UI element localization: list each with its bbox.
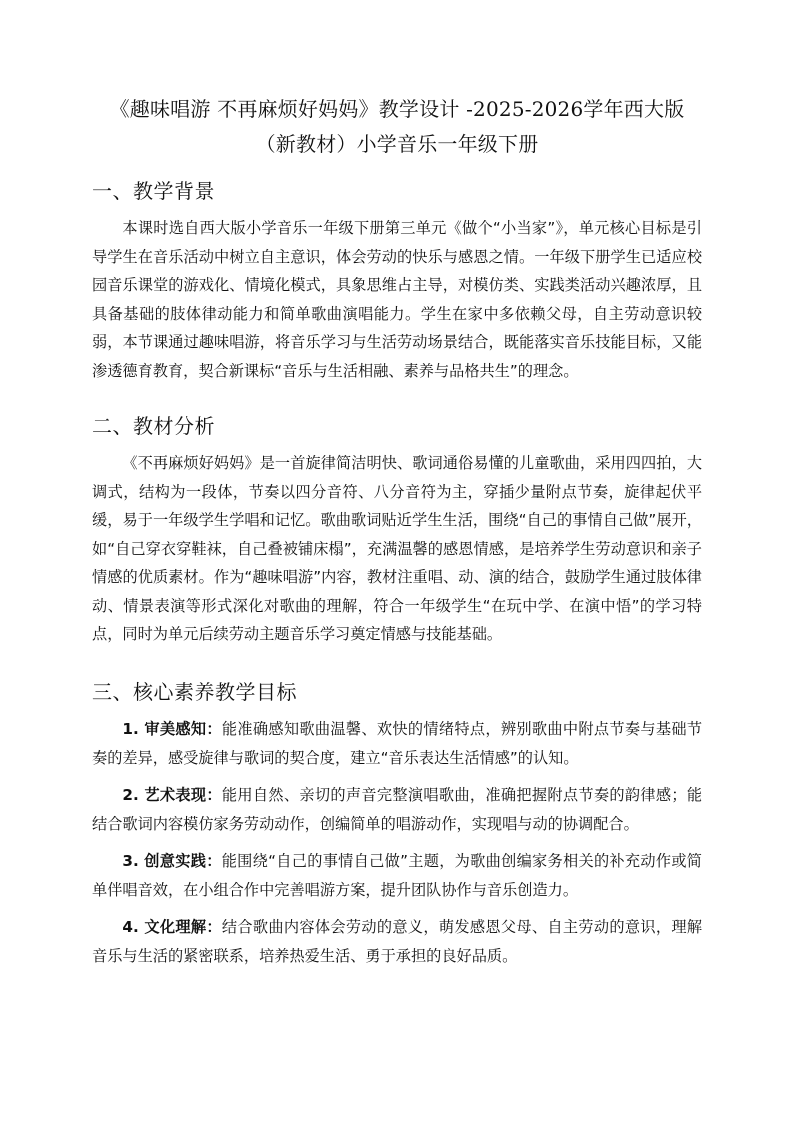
objective-label: 3. 创意实践： xyxy=(122,851,222,870)
objective-text: 能准确感知歌曲温馨、欢快的情绪特点，辨别歌曲中附点节奏与基础节奏的差异，感受旋律与歌词的契合度，建立“音乐表达生活情感”的认知。 xyxy=(92,719,703,767)
objective-item xyxy=(92,847,702,905)
section-heading-background: 一、教学背景 xyxy=(92,179,215,203)
section-heading-material-analysis: 二、教材分析 xyxy=(92,414,215,438)
objective-item xyxy=(92,913,702,971)
objective-label: 4. 文化理解： xyxy=(122,917,222,936)
document-title: 《趣味唱游 不再麻烦好妈妈》教学设计 -2025-2026学年西大版（新教材）小学音乐一年级下册 xyxy=(109,97,685,156)
objective-item xyxy=(92,781,702,839)
objective-label: 2. 艺术表现： xyxy=(122,785,222,804)
section-heading-objectives: 三、核心素养教学目标 xyxy=(92,679,297,704)
background-paragraph: 本课时选自西大版小学音乐一年级下册第三单元《做个“小当家”》，单元核心目标是引导学生在音乐活动中树立自主意识，体会劳动的快乐与感恩之情。一年级下册学生已适应校园音乐课堂的游戏化、情境化模式，具象思维占主导，对模仿类、实践类活动兴趣浓厚，且具备基础的肢体律动能力和简单歌曲演唱能力。学生在家中多依赖父母，自主劳动意识较弱，本节课通过趣味唱游，将音乐学习与生活劳动场景结合，既能落实音乐技能目标，又能渗透德育教育，契合新课标“音乐与生活相融、素养与品格共生”的理念。 xyxy=(92,219,702,380)
material-analysis-paragraph: 《不再麻烦好妈妈》是一首旋律简洁明快、歌词通俗易懂的儿童歌曲，采用四四拍，大调式，结构为一段体，节奏以四分音符、八分音符为主，穿插少量附点节奏，旋律起伏平缓，易于一年级学生学唱和记忆。歌曲歌词贴近学生生活，围绕“自己的事情自己做”展开，如“自己穿衣穿鞋袜，自己叠被铺床榻”，充满温馨的感恩情感，是培养学生劳动意识和亲子情感的优质素材。作为“趣味唱游”内容，教材注重唱、动、演的结合，鼓励学生通过肢体律动、情景表演等形式深化对歌曲的理解，符合一年级学生“在玩中学、在演中悟”的学习特点，同时为单元后续劳动主题音乐学习奠定情感与技能基础。 xyxy=(92,454,702,643)
objective-text: 能围绕“自己的事情自己做”主题，为歌曲创编家务相关的补充动作或简单伴唱音效，在小组合作中完善唱游方案，提升团队协作与音乐创造力。 xyxy=(92,851,702,899)
objective-text: 能用自然、亲切的声音完整演唱歌曲，准确把握附点节奏的韵律感；能结合歌词内容模仿家务劳动动作，创编简单的唱游动作，实现唱与动的协调配合。 xyxy=(92,785,703,833)
objective-item xyxy=(92,715,702,773)
objective-label: 1. 审美感知： xyxy=(122,719,222,738)
objective-text: 结合歌曲内容体会劳动的意义，萌发感恩父母、自主劳动的意识，理解音乐与生活的紧密联系，培养热爱生活、勇于承担的良好品质。 xyxy=(92,917,703,965)
